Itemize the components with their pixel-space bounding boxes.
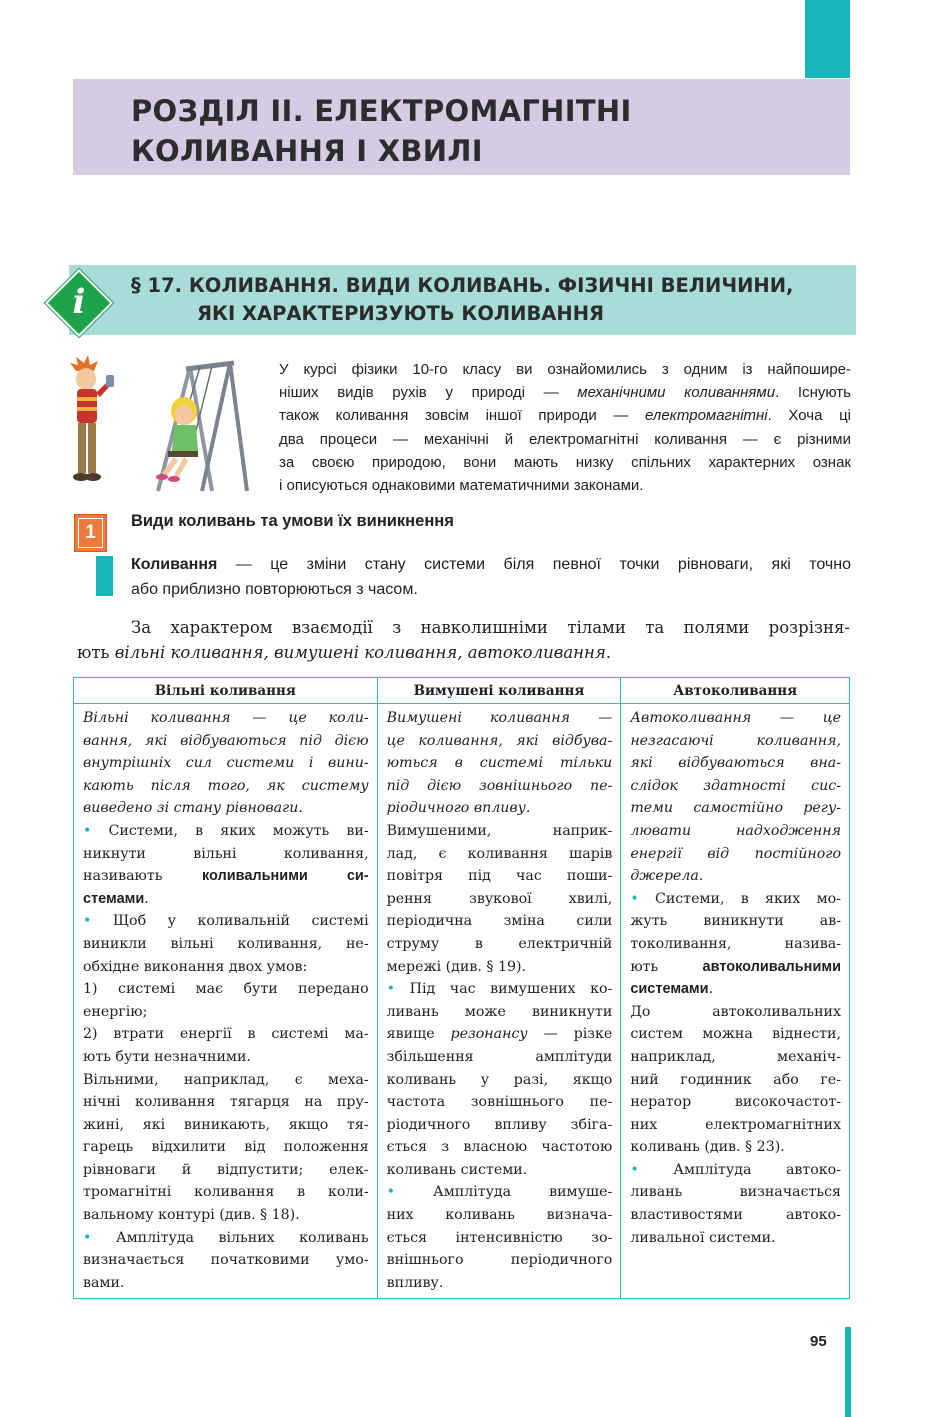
cell-line: рення звукової хвилі, [386,890,613,907]
cell-line: джерела. [630,868,704,885]
forced-oscillations-cell [377,704,621,1299]
bullet-icon: • [83,1229,116,1246]
cell-line: тромагнітні коливання в коли- [83,1184,369,1201]
section-title-line-2: ЯКІ ХАРАКТЕРИЗУЮТЬ КОЛИВАННЯ [197,302,605,325]
bullet-icon: • [630,1161,674,1178]
intro-line: У курсі фізики 10-го класу ви ознайомились з одним із найпошире- [279,361,851,378]
cell-line: 1) системі має бути передано [83,981,369,998]
bullet-icon: • [83,822,109,839]
cell-line: ний годинник або ге- [630,1071,841,1088]
cell-line: обхідне виконання двох умов: [83,958,308,975]
cell-line: вальному контурі (див. § 18). [83,1207,300,1224]
cell-line: жуть виникнути ав- [630,913,841,930]
cell-line: ливань визначається [630,1184,841,1201]
cell-line: системами. [630,981,714,998]
cell-line: ливань може виникнути [386,1003,613,1020]
cell-line: ють бути незначними. [83,1048,251,1065]
chapter-title-line-1: РОЗДІЛ ІІ. ЕЛЕКТРОМАГНІТНІ [131,94,632,128]
cell-line: енергію; [83,1003,148,1020]
cell-line: рівноваги й відпустити; елек- [83,1161,369,1178]
cell-line: коливань у разі, якщо [386,1071,613,1088]
bullet-icon: • [630,890,655,907]
cell-line: Вільні коливання — це коли- [83,710,369,726]
cell-line: ріодичного впливу збіга- [386,1116,613,1133]
definition-line: Коливання — це зміни стану системи біля певної точки рівноваги, які точно [131,556,851,573]
cell-line: ється з власною частотою [386,1139,613,1156]
intro-line: також коливання зовсім іншої природи — електромагнітні. Хоча ці [279,407,851,425]
definition-block [131,552,851,602]
section-title-band [69,265,856,335]
header-self-oscillations: Автоколивання [621,678,850,704]
cell-line: повітря під час поши- [386,868,613,885]
cell-line: незгасаючі коливання, [630,732,841,749]
resonance-term: резонансу [450,1026,528,1043]
cell-line: коливань системи. [386,1161,528,1178]
header-free-oscillations: Вільні коливання [74,678,378,704]
cell-line: них електромагнітних [630,1116,841,1133]
section-title-line-1: § 17. КОЛИВАННЯ. ВИДИ КОЛИВАНЬ. ФІЗИЧНІ ВЕЛИЧИНИ, [131,274,794,297]
cell-line: які відбуваються вна- [630,755,841,772]
intro-line: ніших видів рухів у природі — механічними коливаннями. Існують [279,384,851,402]
intro-line: два процеси — механічні й електромагнітні коливання — є різними [279,430,851,448]
cell-line: • Амплітуда вільних коливань [83,1229,369,1246]
subsection-number-badge: 1 [74,514,107,552]
cell-line: токоливання, назива- [630,935,841,952]
free-oscillations-cell [74,704,378,1299]
cell-line: внутрішніх сил системи і вини- [83,755,369,772]
cell-line: енергії від постійного [630,845,841,862]
info-icon: i [72,282,86,322]
definition-line: або приблизно повторюються з часом. [131,581,418,598]
cell-line: Вимушені коливання — [386,710,613,726]
subsection-heading: Види коливань та умови їх виникнення [131,512,454,530]
cell-line: наприклад, механіч- [630,1048,841,1065]
intro-line: і описуються однаковими математичними законами. [279,477,644,495]
cell-line: ють автоколивальними [630,958,841,975]
page-number: 95 [810,1333,827,1350]
cell-line: внішнього періодичного [386,1252,613,1269]
cell-line: кають після того, як систему [83,777,369,794]
cell-line: називають коливальними си- [83,868,369,885]
cell-line: виникли вільні коливання, не- [83,935,369,952]
cell-line: впливу. [386,1274,444,1291]
self-oscillations-cell [621,704,850,1299]
cell-line: мережі (див. § 19). [386,958,527,975]
top-teal-tab [805,0,850,78]
cell-line: лад, є коливання шарів [386,845,613,862]
chapter-title-band [73,79,850,175]
cell-line: властивостями автоко- [630,1207,841,1224]
intro-paragraph [279,358,851,497]
cell-line: теми самостійно регу- [630,800,841,817]
definition-term: Коливання [131,556,218,573]
cell-line: це коливання, які відбува- [386,732,613,749]
chapter-title-line-2: КОЛИВАННЯ І ХВИЛІ [131,134,483,168]
cell-line: частота зовнішнього пе- [386,1094,613,1111]
cell-line: виведено зі стану рівноваги. [83,800,303,817]
bullet-icon: • [386,1184,433,1201]
kids-swing-illustration [62,353,262,495]
bullet-icon: • [83,913,113,930]
oscillation-types-paragraph [77,615,850,665]
cell-line: них коливань визнача- [386,1207,613,1224]
cell-line: никнути вільні коливання, [83,845,369,862]
cell-line: вання, які відбуваються під дією [83,732,369,749]
cell-line: • Амплітуда вимуше- [386,1184,613,1201]
cell-line: ріодичного впливу. [386,800,531,817]
mechanical-oscillations-term: механічними коливаннями [577,384,776,402]
cell-line: Вільними, наприклад, є меха- [83,1071,369,1088]
cell-line: • Амплітуда автоко- [630,1161,841,1178]
cell-line: Автоколивання — це [630,710,841,726]
cell-line: ються в системі тільки [386,755,613,772]
cell-line: ливальної системи. [630,1229,776,1246]
cell-line: гарець відхилити від положення [83,1139,369,1156]
bullet-icon: • [386,981,410,998]
cell-line: під дією зовнішнього пе- [386,777,613,794]
oscillating-systems-term: коливальними си- [201,868,369,885]
cell-line: • Під час вимушених ко- [386,981,613,998]
oscillation-types-table [73,677,850,1299]
cell-line: коливань (див. § 23). [630,1139,785,1156]
cell-line: систем можна віднести, [630,1026,841,1043]
cell-line: • Системи, в яких мо- [630,890,841,907]
cell-line: нератор високочастот- [630,1094,841,1111]
table-header-row [74,678,850,704]
intro-line: за своєю природою, вони мають низку спільних характерних ознак [279,453,851,471]
cell-line: 2) втрати енергії в системі ма- [83,1026,369,1043]
electromagnetic-term: електромагнітні [645,407,768,425]
cell-line: вами. [83,1274,125,1291]
paragraph-line: За характером взаємодії з навколишніми тілами та полями розрізня- [131,618,850,637]
swing-frame [158,363,247,491]
cell-line: Вимушеними, наприк- [386,822,613,839]
self-oscillating-systems-term: автоколивальними [702,958,841,975]
cell-line: збільшення амплітуди [386,1048,613,1065]
cell-line: До автоколивальних [630,1003,841,1020]
cell-line: • Щоб у коливальній системі [83,913,369,930]
page-edge-bar [845,1327,851,1417]
cell-line: стемами. [83,890,149,907]
cell-line: періодична зміна сили [386,913,613,930]
cell-line: нічні коливання тягарця на пру- [83,1094,369,1111]
oscillation-types-list: вільні коливання, вимушені коливання, автоколивання [114,643,606,662]
paragraph-line: ють вільні коливання, вимушені коливання, автоколивання. [77,643,612,662]
cell-line: слідок здатності сис- [630,777,841,794]
cell-line: жині, які виникають, якщо тя- [83,1116,369,1133]
table-body-row [74,704,850,1299]
cell-line: визначається початковими умо- [83,1252,369,1269]
header-forced-oscillations: Вимушені коливання [377,678,621,704]
cell-line: струму в електричній [386,935,613,952]
cell-line: ється інтенсивністю зо- [386,1229,613,1246]
cell-line: явище резонансу — різке [386,1026,613,1043]
definition-marker-bar [96,556,113,596]
boy-with-phone-figure [70,355,114,481]
cell-line: • Системи, в яких можуть ви- [83,822,369,839]
cell-line: лювати надходження [630,822,841,839]
